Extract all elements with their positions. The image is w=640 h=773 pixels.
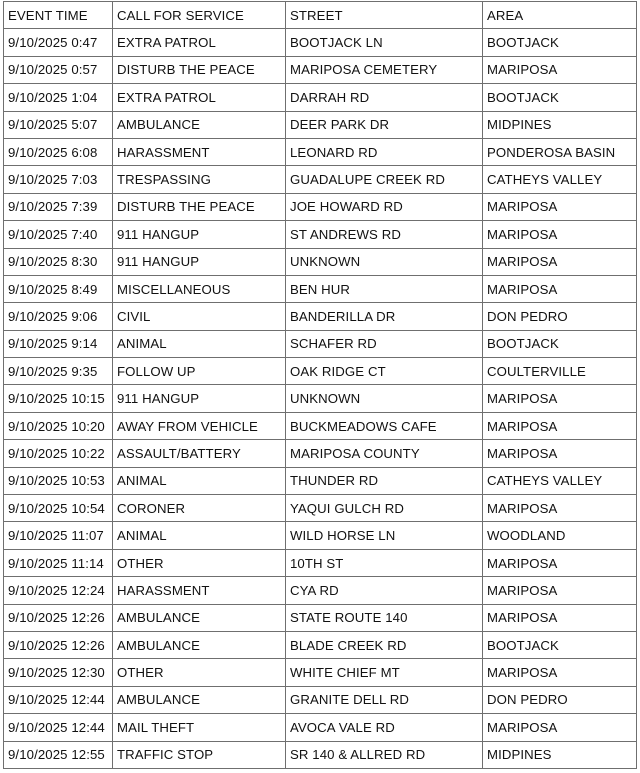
table-row — [4, 412, 637, 439]
table-row — [4, 577, 637, 604]
call-type-cell: HARASSMENT — [113, 577, 286, 604]
event-time-cell: 9/10/2025 9:06 — [4, 303, 113, 330]
street-cell: DARRAH RD — [286, 84, 483, 111]
event-time-cell: 9/10/2025 1:04 — [4, 84, 113, 111]
event-time-cell: 9/10/2025 12:44 — [4, 686, 113, 713]
event-time-cell: 9/10/2025 7:40 — [4, 221, 113, 248]
street-cell: THUNDER RD — [286, 467, 483, 494]
event-time-cell: 9/10/2025 10:22 — [4, 440, 113, 467]
street-cell: LEONARD RD — [286, 138, 483, 165]
street-cell: JOE HOWARD RD — [286, 193, 483, 220]
area-cell: MIDPINES — [483, 741, 637, 768]
event-time-cell: 9/10/2025 12:26 — [4, 604, 113, 631]
street-cell: OAK RIDGE CT — [286, 358, 483, 385]
event-time-cell: 9/10/2025 9:35 — [4, 358, 113, 385]
event-time-cell: 9/10/2025 12:30 — [4, 659, 113, 686]
event-time-cell: 9/10/2025 8:30 — [4, 248, 113, 275]
street-cell: GRANITE DELL RD — [286, 686, 483, 713]
event-time-cell: 9/10/2025 6:08 — [4, 138, 113, 165]
table-row — [4, 221, 637, 248]
call-type-cell: DISTURB THE PEACE — [113, 56, 286, 83]
table-body — [4, 29, 637, 769]
table-row — [4, 495, 637, 522]
call-type-cell: ASSAULT/BATTERY — [113, 440, 286, 467]
street-cell: DEER PARK DR — [286, 111, 483, 138]
event-time-cell: 9/10/2025 7:39 — [4, 193, 113, 220]
event-time-cell: 9/10/2025 12:24 — [4, 577, 113, 604]
event-time-cell: 9/10/2025 10:54 — [4, 495, 113, 522]
street-cell: MARIPOSA COUNTY — [286, 440, 483, 467]
call-type-cell: EXTRA PATROL — [113, 29, 286, 56]
area-cell: BOOTJACK — [483, 29, 637, 56]
area-cell: COULTERVILLE — [483, 358, 637, 385]
call-type-cell: CORONER — [113, 495, 286, 522]
table-row — [4, 741, 637, 768]
street-cell: STATE ROUTE 140 — [286, 604, 483, 631]
table-row — [4, 275, 637, 302]
street-cell: ST ANDREWS RD — [286, 221, 483, 248]
area-cell: MARIPOSA — [483, 577, 637, 604]
call-type-cell: 911 HANGUP — [113, 385, 286, 412]
street-cell: 10TH ST — [286, 549, 483, 576]
call-log-table — [3, 1, 637, 769]
table-row — [4, 29, 637, 56]
area-cell: MIDPINES — [483, 111, 637, 138]
street-cell: WILD HORSE LN — [286, 522, 483, 549]
area-cell: MARIPOSA — [483, 412, 637, 439]
call-type-cell: TRESPASSING — [113, 166, 286, 193]
table-row — [4, 330, 637, 357]
call-type-cell: CIVIL — [113, 303, 286, 330]
call-type-cell: OTHER — [113, 659, 286, 686]
table-row — [4, 84, 637, 111]
table-row — [4, 686, 637, 713]
call-type-cell: DISTURB THE PEACE — [113, 193, 286, 220]
area-cell: DON PEDRO — [483, 303, 637, 330]
event-time-cell: 9/10/2025 10:20 — [4, 412, 113, 439]
area-cell: MARIPOSA — [483, 495, 637, 522]
street-cell: AVOCA VALE RD — [286, 714, 483, 741]
table-row — [4, 385, 637, 412]
call-type-cell: EXTRA PATROL — [113, 84, 286, 111]
table-row — [4, 358, 637, 385]
street-cell: YAQUI GULCH RD — [286, 495, 483, 522]
area-cell: MARIPOSA — [483, 193, 637, 220]
table-row — [4, 111, 637, 138]
area-cell: MARIPOSA — [483, 440, 637, 467]
street-cell: BEN HUR — [286, 275, 483, 302]
area-cell: DON PEDRO — [483, 686, 637, 713]
event-time-cell: 9/10/2025 5:07 — [4, 111, 113, 138]
street-cell: BOOTJACK LN — [286, 29, 483, 56]
call-type-cell: HARASSMENT — [113, 138, 286, 165]
area-cell: MARIPOSA — [483, 56, 637, 83]
event-time-cell: 9/10/2025 8:49 — [4, 275, 113, 302]
table-row — [4, 549, 637, 576]
header-area: AREA — [483, 2, 637, 29]
street-cell: WHITE CHIEF MT — [286, 659, 483, 686]
call-type-cell: ANIMAL — [113, 522, 286, 549]
street-cell: BLADE CREEK RD — [286, 631, 483, 658]
area-cell: CATHEYS VALLEY — [483, 467, 637, 494]
street-cell: MARIPOSA CEMETERY — [286, 56, 483, 83]
call-type-cell: MISCELLANEOUS — [113, 275, 286, 302]
area-cell: MARIPOSA — [483, 549, 637, 576]
area-cell: MARIPOSA — [483, 659, 637, 686]
area-cell: MARIPOSA — [483, 604, 637, 631]
table-row — [4, 631, 637, 658]
event-time-cell: 9/10/2025 11:07 — [4, 522, 113, 549]
table-row — [4, 193, 637, 220]
call-type-cell: AMBULANCE — [113, 604, 286, 631]
call-type-cell: TRAFFIC STOP — [113, 741, 286, 768]
event-time-cell: 9/10/2025 12:26 — [4, 631, 113, 658]
table-row — [4, 467, 637, 494]
event-time-cell: 9/10/2025 10:15 — [4, 385, 113, 412]
area-cell: BOOTJACK — [483, 330, 637, 357]
street-cell: BUCKMEADOWS CAFE — [286, 412, 483, 439]
header-street: STREET — [286, 2, 483, 29]
area-cell: MARIPOSA — [483, 221, 637, 248]
area-cell: BOOTJACK — [483, 84, 637, 111]
area-cell: PONDEROSA BASIN — [483, 138, 637, 165]
street-cell: GUADALUPE CREEK RD — [286, 166, 483, 193]
area-cell: MARIPOSA — [483, 275, 637, 302]
call-type-cell: AMBULANCE — [113, 686, 286, 713]
street-cell: SCHAFER RD — [286, 330, 483, 357]
table-row — [4, 303, 637, 330]
event-time-cell: 9/10/2025 12:55 — [4, 741, 113, 768]
call-type-cell: MAIL THEFT — [113, 714, 286, 741]
table-row — [4, 659, 637, 686]
area-cell: MARIPOSA — [483, 385, 637, 412]
event-time-cell: 9/10/2025 0:57 — [4, 56, 113, 83]
call-type-cell: AWAY FROM VEHICLE — [113, 412, 286, 439]
header-row — [4, 2, 637, 29]
area-cell: BOOTJACK — [483, 631, 637, 658]
street-cell: UNKNOWN — [286, 385, 483, 412]
area-cell: WOODLAND — [483, 522, 637, 549]
call-type-cell: AMBULANCE — [113, 631, 286, 658]
event-time-cell: 9/10/2025 0:47 — [4, 29, 113, 56]
event-time-cell: 9/10/2025 7:03 — [4, 166, 113, 193]
table-header — [4, 2, 637, 29]
street-cell: BANDERILLA DR — [286, 303, 483, 330]
call-type-cell: AMBULANCE — [113, 111, 286, 138]
street-cell: CYA RD — [286, 577, 483, 604]
event-time-cell: 9/10/2025 9:14 — [4, 330, 113, 357]
table-row — [4, 248, 637, 275]
event-time-cell: 9/10/2025 10:53 — [4, 467, 113, 494]
header-call-for-service: CALL FOR SERVICE — [113, 2, 286, 29]
call-type-cell: FOLLOW UP — [113, 358, 286, 385]
table-row — [4, 166, 637, 193]
table-row — [4, 138, 637, 165]
header-event-time: EVENT TIME — [4, 2, 113, 29]
area-cell: MARIPOSA — [483, 714, 637, 741]
event-time-cell: 9/10/2025 11:14 — [4, 549, 113, 576]
table-row — [4, 522, 637, 549]
call-type-cell: ANIMAL — [113, 330, 286, 357]
call-type-cell: 911 HANGUP — [113, 248, 286, 275]
street-cell: UNKNOWN — [286, 248, 483, 275]
table-row — [4, 440, 637, 467]
area-cell: CATHEYS VALLEY — [483, 166, 637, 193]
street-cell: SR 140 & ALLRED RD — [286, 741, 483, 768]
event-time-cell: 9/10/2025 12:44 — [4, 714, 113, 741]
table-row — [4, 56, 637, 83]
table-row — [4, 714, 637, 741]
call-type-cell: 911 HANGUP — [113, 221, 286, 248]
call-type-cell: OTHER — [113, 549, 286, 576]
table-row — [4, 604, 637, 631]
call-type-cell: ANIMAL — [113, 467, 286, 494]
area-cell: MARIPOSA — [483, 248, 637, 275]
